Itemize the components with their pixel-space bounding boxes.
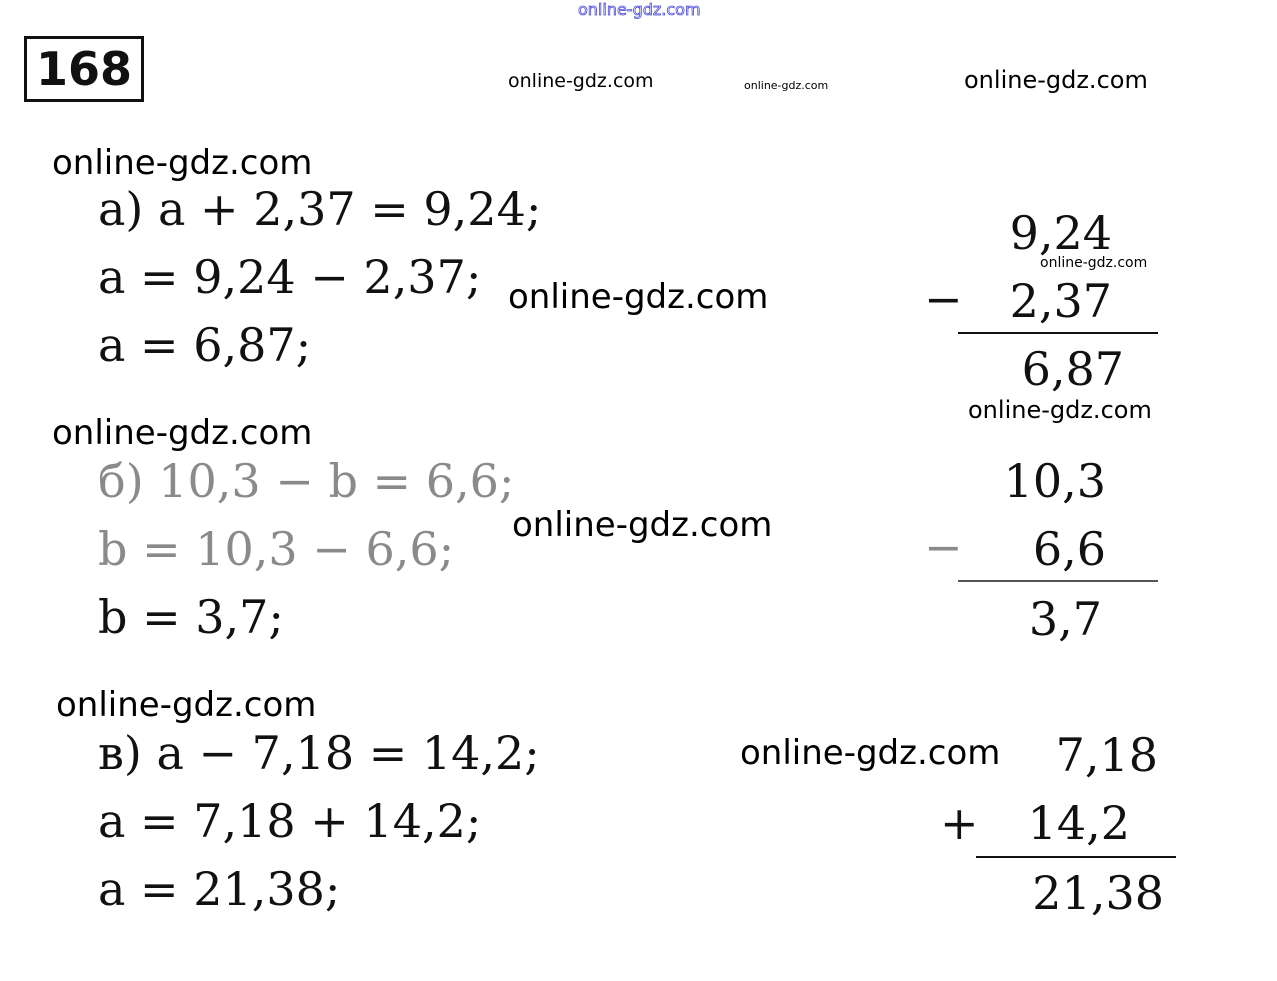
part-b-col-rule [958,580,1158,582]
watermark-part-c-label: online-gdz.com [56,685,317,725]
watermark-part-a-col: online-gdz.com [1040,255,1148,271]
part-c-equation: в) a − 7,18 = 14,2; [98,726,540,780]
part-a-col-top: 9,24 [1009,206,1112,260]
watermark-header-3: online-gdz.com [964,66,1148,94]
watermark-part-a-label: online-gdz.com [52,143,313,183]
part-a-step: a = 9,24 − 2,37; [98,250,482,304]
part-b-step: b = 10,3 − 6,6; [98,522,455,576]
watermark-header-1: online-gdz.com [508,70,654,92]
part-c-col-result: 21,38 [1032,866,1164,920]
watermark-part-a-mid: online-gdz.com [508,277,769,317]
part-c-col-rule [976,856,1176,858]
watermark-part-c-mid: online-gdz.com [740,733,1001,773]
watermark-top: online-gdz.com [578,0,701,19]
part-c-col-top: 7,18 [1055,728,1158,782]
part-b-equation: б) 10,3 − b = 6,6; [98,454,515,508]
part-a-col-operator: − [924,272,963,326]
part-b-col-top: 10,3 [1003,454,1106,508]
part-a-equation: а) a + 2,37 = 9,24; [98,182,542,236]
part-a-col-result: 6,87 [1021,342,1124,396]
problem-number: 168 [24,36,144,102]
watermark-part-b-label: online-gdz.com [52,413,313,453]
part-b-col-operator: − [924,520,963,574]
part-a-answer: a = 6,87; [98,318,312,372]
watermark-header-2: online-gdz.com [744,79,829,92]
part-a-col-bottom: 2,37 [1009,274,1112,328]
part-c-col-operator: + [940,796,979,850]
part-b-col-bottom: 6,6 [1032,522,1106,576]
part-a-col-rule [958,332,1158,334]
part-b-col-result: 3,7 [1028,592,1102,646]
part-c-col-bottom: 14,2 [1027,796,1130,850]
part-c-answer: a = 21,38; [98,862,341,916]
watermark-part-b-col: online-gdz.com [968,396,1152,424]
watermark-part-b-mid: online-gdz.com [512,505,773,545]
part-c-step: a = 7,18 + 14,2; [98,794,482,848]
part-b-answer: b = 3,7; [98,590,284,644]
